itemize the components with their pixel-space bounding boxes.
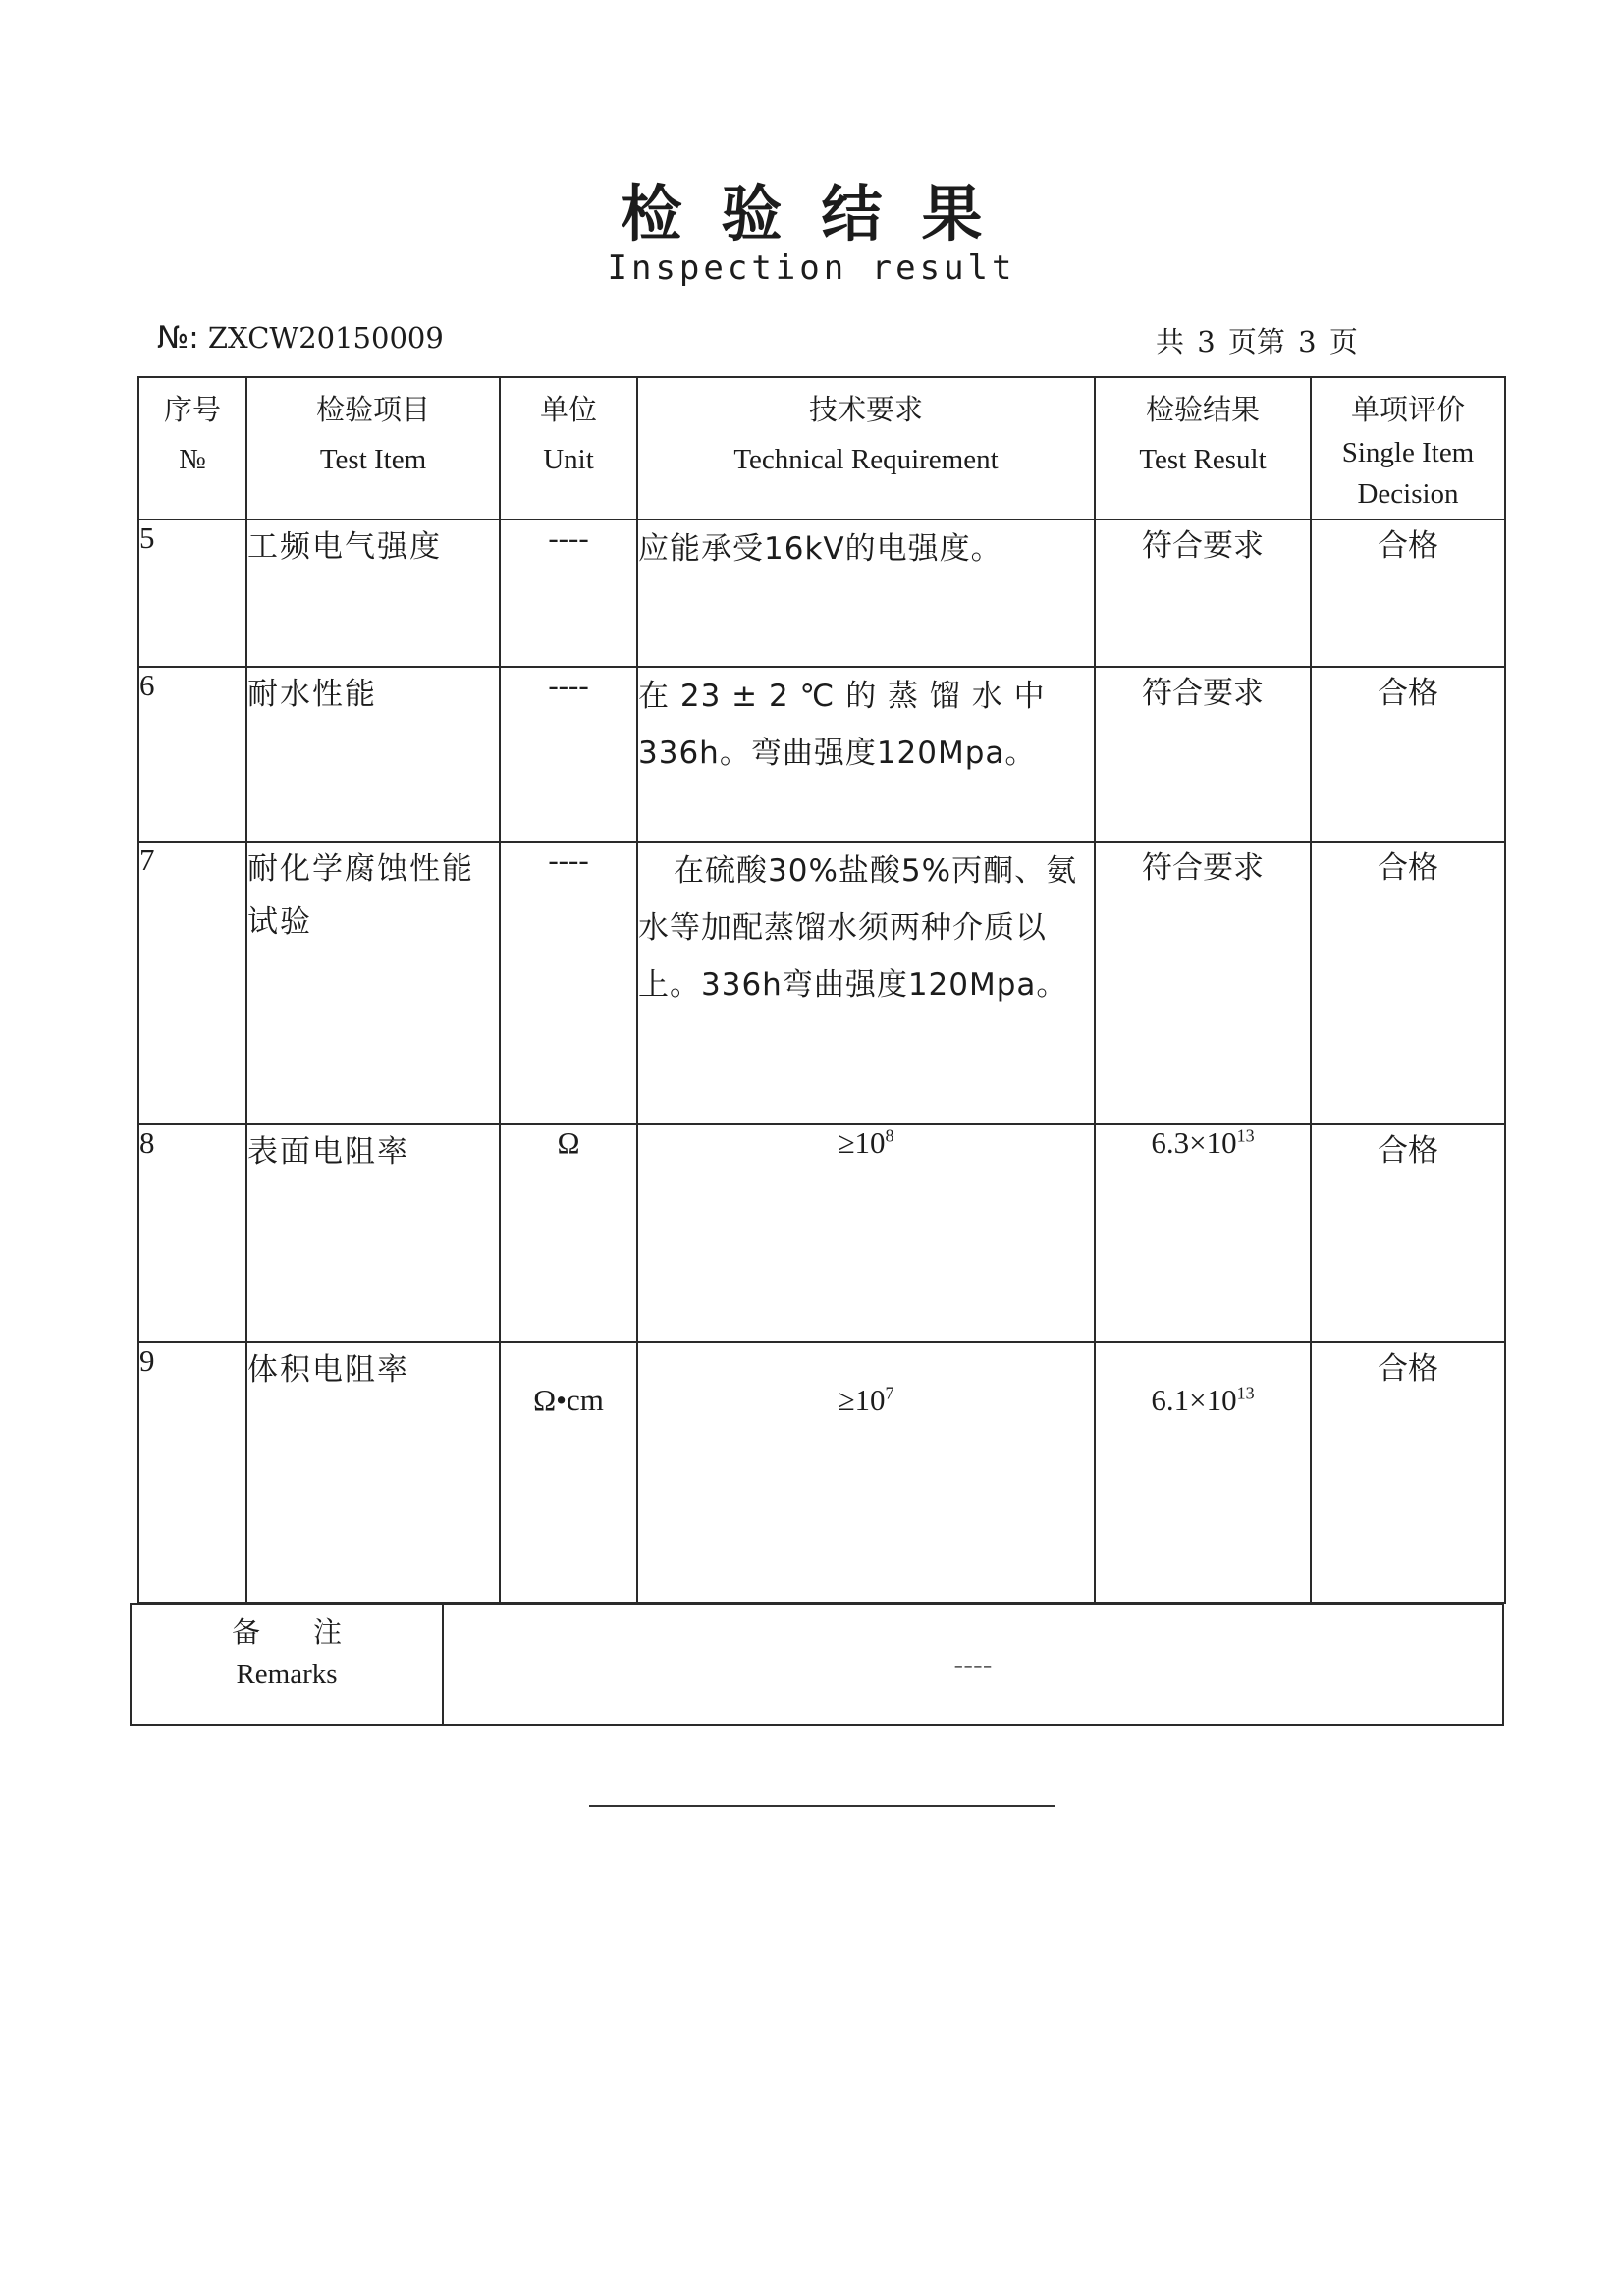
- header-no: 序号 №: [138, 377, 246, 519]
- row-requirement: 在 23 ± 2 ℃ 的 蒸 馏 水 中 336h。弯曲强度120Mpa。: [637, 667, 1095, 842]
- page-info-mid: 页第: [1227, 325, 1285, 358]
- row-decision: 合格: [1311, 1342, 1505, 1603]
- row-unit: ----: [500, 842, 637, 1124]
- row-test-item: 工频电气强度: [246, 519, 500, 667]
- report-number: [157, 320, 444, 355]
- row-requirement: $\ge 10^7$: [637, 1342, 1095, 1603]
- signature-line: [589, 1805, 1055, 1807]
- row-no: 7: [138, 842, 246, 1124]
- row-requirement: 在硫酸30%盐酸5%丙酮、氨水等加配蒸馏水须两种介质以上。336h弯曲强度120Mpa。: [637, 842, 1095, 1124]
- header-technical-requirement: 技术要求 Technical Requirement: [637, 377, 1095, 519]
- row-unit: Ω•cm: [500, 1342, 637, 1603]
- remarks-table: [130, 1603, 1504, 1726]
- header-unit: 单位 Unit: [500, 377, 637, 519]
- row-result: $6.3\times 10^{13}$: [1095, 1124, 1311, 1342]
- row-no: 5: [138, 519, 246, 667]
- remarks-label: 备注 Remarks: [131, 1604, 443, 1725]
- row-no: 9: [138, 1342, 246, 1603]
- page-info: [1154, 320, 1360, 360]
- table-row: [138, 842, 1505, 1124]
- row-unit: ----: [500, 519, 637, 667]
- page-info-suffix: 页: [1328, 325, 1358, 358]
- page-title-en: Inspection result: [607, 248, 1016, 288]
- row-result: 符合要求: [1095, 842, 1311, 1124]
- remarks-value: ----: [443, 1604, 1503, 1725]
- row-decision: 合格: [1311, 842, 1505, 1124]
- page-info-total: 3: [1197, 325, 1216, 358]
- page-info-current: 3: [1298, 325, 1317, 358]
- page-title-cn: 检验结果: [621, 178, 1022, 249]
- row-unit: Ω: [500, 1124, 637, 1342]
- header-test-result: 检验结果 Test Result: [1095, 377, 1311, 519]
- row-no: 8: [138, 1124, 246, 1342]
- row-decision: 合格: [1311, 1124, 1505, 1342]
- row-test-item: 耐化学腐蚀性能试验: [246, 842, 500, 1124]
- report-number-value: ZXCW20150009: [207, 321, 444, 355]
- row-requirement: 应能承受16kV的电强度。: [637, 519, 1095, 667]
- row-result: 符合要求: [1095, 667, 1311, 842]
- row-unit: ----: [500, 667, 637, 842]
- table-row: [138, 1124, 1505, 1342]
- row-test-item: 耐水性能: [246, 667, 500, 842]
- row-test-item: 体积电阻率: [246, 1342, 500, 1603]
- row-result: $6.1\times 10^{13}$: [1095, 1342, 1311, 1603]
- row-requirement: $\ge 10^8$: [637, 1124, 1095, 1342]
- row-result: 符合要求: [1095, 519, 1311, 667]
- table-header-row: [138, 377, 1505, 519]
- header-test-item: 检验项目 Test Item: [246, 377, 500, 519]
- table-row: [138, 519, 1505, 667]
- table-row: [138, 667, 1505, 842]
- table-row: [138, 1342, 1505, 1603]
- inspection-table: [137, 376, 1506, 1604]
- header-decision: 单项评价 Single Item Decision: [1311, 377, 1505, 519]
- page-info-prefix: 共: [1156, 325, 1185, 358]
- row-decision: 合格: [1311, 519, 1505, 667]
- row-test-item: 表面电阻率: [246, 1124, 500, 1342]
- report-number-label: №:: [157, 320, 199, 355]
- row-decision: 合格: [1311, 667, 1505, 842]
- row-no: 6: [138, 667, 246, 842]
